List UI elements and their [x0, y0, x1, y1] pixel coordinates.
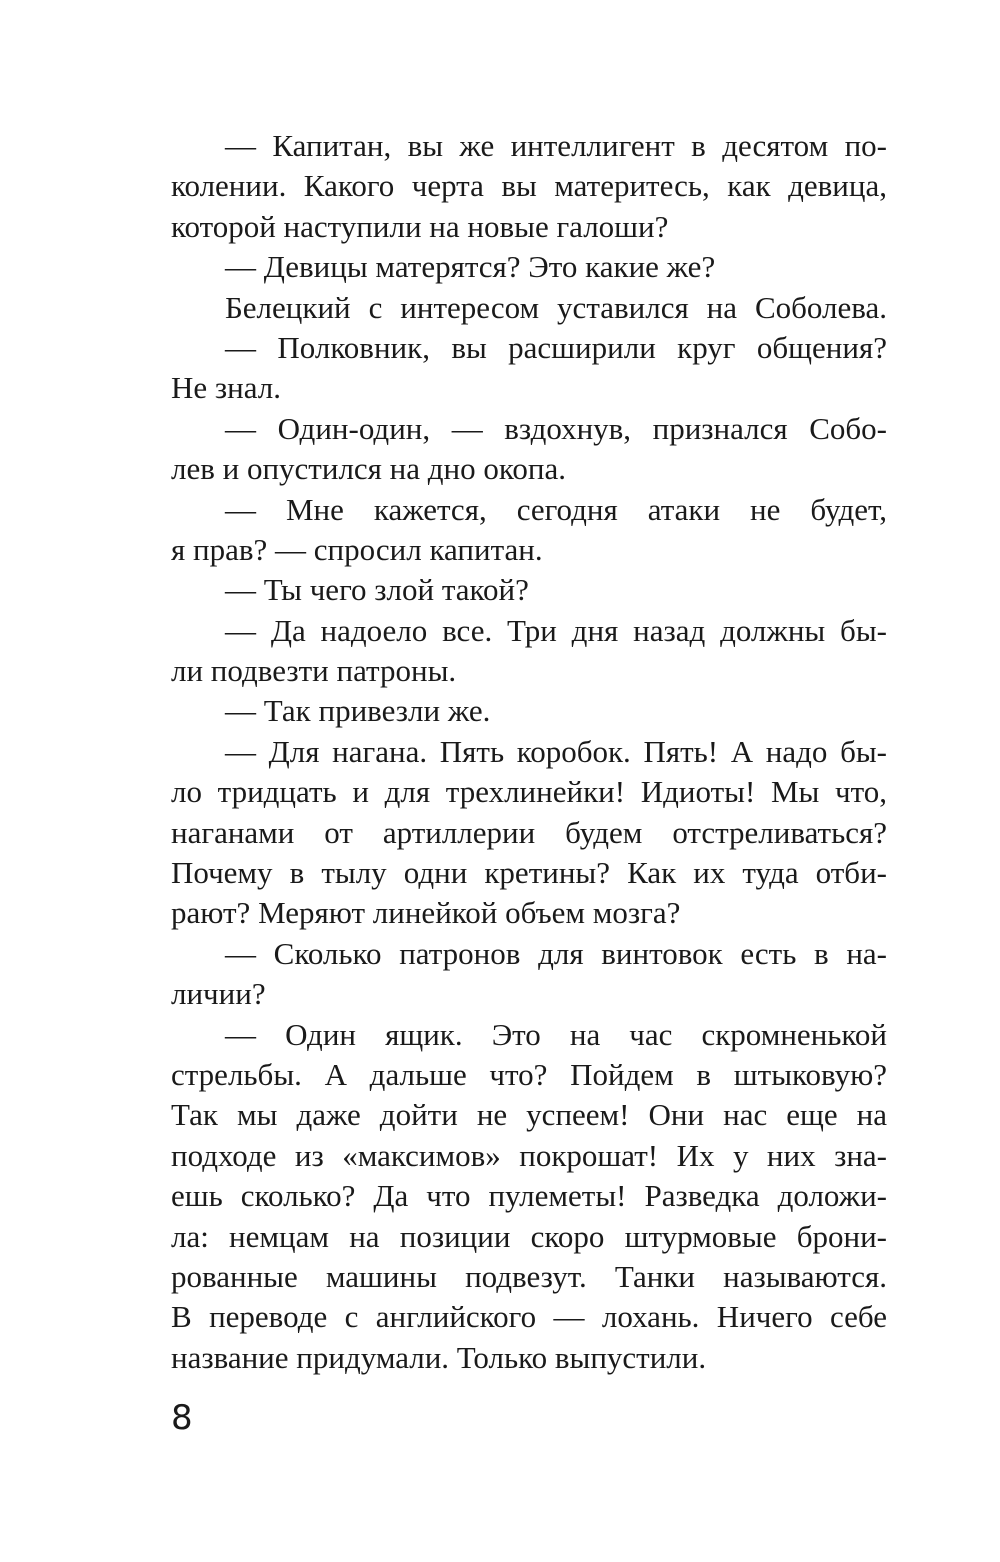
text-line-18: наганами от артиллерии будем отстреливаться?: [171, 814, 887, 850]
text-line-4: — Девицы матерятся? Это какие же?: [225, 249, 716, 285]
text-line-3: которой наступили на новые галоши?: [171, 208, 669, 244]
text-line-23: — Один ящик. Это на час скромненькой: [225, 1016, 887, 1052]
text-line-8: — Один-один, — вздохнув, признался Собо-: [225, 410, 887, 446]
text-line-1: — Капитан, вы же интеллигент в десятом по-: [225, 128, 887, 163]
text-line-20: рают? Меряют линейкой объем мозга?: [171, 895, 681, 931]
text-line-13: — Да надоело все. Три дня назад должны бы-: [225, 612, 887, 648]
text-line-9: лев и опустился на дно окопа.: [171, 451, 566, 487]
page-number: 8: [171, 1398, 193, 1438]
text-line-11: я прав? — спросил капитан.: [171, 531, 543, 567]
text-line-15: — Так привезли же.: [225, 693, 491, 729]
text-line-31: название придумали. Только выпустили.: [171, 1339, 707, 1375]
text-line-26: подходе из «максимов» покрошат! Их у них зна-: [171, 1137, 887, 1173]
text-line-5: Белецкий с интересом уставился на Соболева.: [225, 289, 887, 325]
text-line-14: ли подвезти патроны.: [171, 653, 457, 689]
text-line-7: Не знал.: [171, 370, 281, 406]
page-text: [171, 126, 887, 1378]
text-line-29: рованные машины подвезут. Танки называются.: [171, 1258, 887, 1294]
text-line-28: ла: немцам на позиции скоро штурмовые брони-: [171, 1218, 887, 1254]
text-line-25: Так мы даже дойти не успеем! Они нас еще на: [171, 1097, 887, 1133]
text-line-17: ло тридцать и для трехлинейки! Идиоты! Мы что,: [171, 774, 887, 810]
text-line-30: В переводе с английского — лохань. Ничего себе: [171, 1299, 887, 1335]
text-line-27: ешь сколько? Да что пулеметы! Разведка доложи-: [171, 1178, 887, 1214]
text-line-21: — Сколько патронов для винтовок есть в на-: [225, 935, 887, 971]
text-line-24: стрельбы. А дальше что? Пойдем в штыковую?: [171, 1056, 887, 1092]
text-line-10: — Мне кажется, сегодня атаки не будет,: [225, 491, 887, 527]
text-line-19: Почему в тылу одни кретины? Как их туда отби-: [171, 855, 887, 891]
text-line-22: личии?: [171, 976, 266, 1012]
text-line-2: колении. Какого черта вы материтесь, как девица,: [171, 168, 887, 204]
text-line-12: — Ты чего злой такой?: [225, 572, 529, 608]
text-line-16: — Для нагана. Пять коробок. Пять! А надо бы-: [225, 733, 887, 769]
text-line-6: — Полковник, вы расширили круг общения?: [225, 329, 887, 365]
